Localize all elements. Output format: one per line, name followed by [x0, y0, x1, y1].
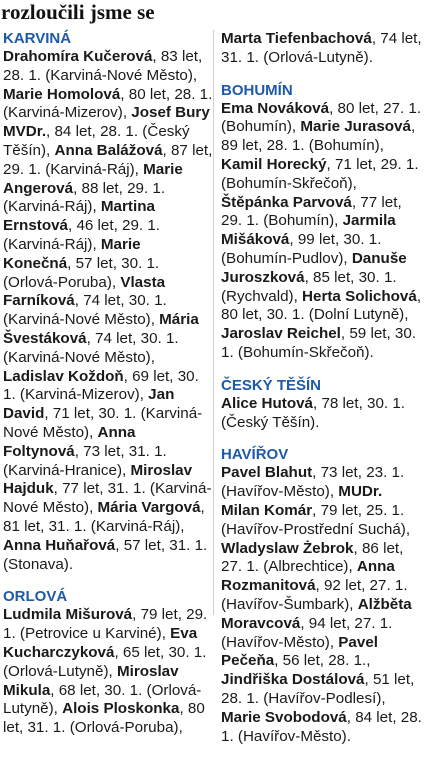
town-section — [3, 588, 213, 738]
obituary-details: , 73 let, 31. 1. (Karviná-Hranice), — [3, 442, 167, 479]
town-section — [221, 82, 424, 363]
obituary-details: , 74 let, 30. 1. (Karviná-Nové Město), — [3, 329, 179, 366]
obituary-details: , 71 let, 29. 1. (Bohumín-Skřečoň), — [221, 155, 419, 192]
section-title: ČESKÝ TĚŠÍN — [221, 376, 322, 394]
deceased-name: Anna Balážová — [54, 141, 163, 159]
deceased-name: Mária Vargová — [97, 499, 201, 517]
obituary-details: , 65 let, 30. 1. (Orlová-Lutyně), — [3, 643, 207, 680]
obituary-list — [3, 48, 213, 574]
town-section — [221, 377, 424, 433]
obituary-details: , 77 let, 31. 1. (Karviná-Nové Město), — [3, 480, 212, 517]
deceased-name: Jindřiška Dostálová — [221, 671, 365, 689]
obituary-details: , 59 let, 30. 1. (Bohumín-Skřečoň). — [221, 325, 417, 361]
deceased-name: Wladyslaw Żebrok — [221, 539, 354, 557]
town-section — [221, 446, 424, 746]
deceased-name: Herta Solichová — [302, 287, 417, 305]
section-title: ORLOVÁ — [3, 588, 68, 606]
deceased-name: Anna Rozmanitová — [221, 558, 395, 595]
section-title: HAVÍŘOV — [221, 446, 289, 464]
obituary-details: , 87 let, 29. 1. (Karviná-Ráj), — [3, 141, 213, 178]
deceased-name: MUDr. Milan Komár — [221, 483, 383, 519]
town-section — [221, 30, 424, 68]
obituary-details: , 68 let, 30. 1. (Orlová-Lutyně), — [3, 681, 202, 718]
obituary-details: , 74 let, 31. 1. (Orlová-Lutyně). — [221, 30, 422, 66]
obituary-details: , 71 let, 30. 1. (Karviná-Nové Město), — [3, 405, 203, 441]
section-title: KARVINÁ — [3, 30, 72, 47]
deceased-name: Ema Nováková — [221, 99, 330, 117]
obituary-details: , 80 let, 31. 1. (Orlová-Poruba), — [3, 700, 205, 737]
deceased-name: Alžběta Moravcová — [221, 595, 412, 632]
deceased-name: Anna Foltynová — [3, 423, 136, 460]
column-divider — [213, 30, 214, 615]
deceased-name: Štěpánka Parvová — [221, 193, 352, 211]
obituary-details: , 57 let, 30. 1. (Orlová-Poruba), — [3, 254, 160, 291]
obituary-details: , 80 let, 27. 1. (Bohumín), — [221, 99, 422, 136]
obituary-details: , 78 let, 30. 1. (Český Těšín). — [221, 394, 406, 431]
deceased-name: Marie Homolová — [3, 85, 121, 103]
obituary-list — [221, 100, 424, 363]
deceased-name: Ladislav Koždoň — [3, 367, 124, 385]
deceased-name: Jan David — [3, 386, 175, 423]
obituary-details: , 89 let, 28. 1. (Bohumín), — [221, 118, 416, 155]
obituary-list — [221, 464, 424, 746]
deceased-name: Alice Hutová — [221, 394, 313, 412]
deceased-name: Martina Ernstová — [3, 198, 155, 235]
obituary-list — [221, 395, 424, 433]
obituary-list — [221, 30, 424, 68]
obituary-details: , 80 let, 28. 1. (Karviná-Mizerov), — [3, 85, 213, 122]
obituary-list — [3, 606, 213, 738]
obituary-details: , 79 let, 25. 1. (Havířov-Prostřední Suchá), — [221, 501, 411, 538]
obituary-details: , 88 let, 29. 1. (Karviná-Ráj), — [3, 179, 166, 216]
deceased-name: Jarmila Mišáková — [221, 212, 396, 249]
obituary-details: , 57 let, 31. 1. (Stonava). — [3, 536, 208, 573]
obituary-details: , 77 let, 29. 1. (Bohumín), — [221, 193, 402, 230]
deceased-name: Josef Bury MVDr. — [3, 104, 210, 141]
deceased-name: Pavel Blahut — [221, 464, 313, 482]
obituary-details: , 79 let, 29. 1. (Petrovice u Karviné), — [3, 606, 208, 643]
deceased-name: Mária Švestáková — [3, 311, 199, 347]
obituary-details: , 94 let, 27. 1. (Havířov-Město), — [221, 614, 393, 651]
deceased-name: Marie Konečná — [3, 235, 141, 272]
obituary-details: , 84 let, 28. 1. (Český Těšín), — [3, 123, 190, 159]
page-title: rozloučili jsme se — [1, 0, 155, 24]
obituary-details: , 69 let, 30. 1. (Karviná-Mizerov), — [3, 367, 199, 404]
section-title: BOHUMÍN — [221, 81, 293, 99]
obituary-details: , 51 let, 28. 1. (Havířov-Podlesí), — [221, 671, 415, 707]
obituary-details: , 73 let, 23. 1. (Havířov-Město), — [221, 464, 405, 501]
town-section — [3, 30, 213, 574]
deceased-name: Alois Ploskonka — [62, 700, 180, 718]
deceased-name: Kamil Horecký — [221, 155, 327, 173]
deceased-name: Miroslav Hajduk — [3, 461, 193, 498]
obituary-details: , 86 let, 27. 1. (Albrechtice), — [221, 539, 404, 576]
obituary-details: , 74 let, 30. 1. (Karviná-Nové Město), — [3, 292, 167, 329]
right-column — [221, 30, 424, 760]
obituary-details: , 46 let, 29. 1. (Karviná-Ráj), — [3, 217, 161, 253]
deceased-name: Drahomíra Kučerová — [3, 48, 153, 65]
obituary-details: , 99 let, 30. 1. (Bohumín-Pudlov), — [221, 231, 382, 267]
obituary-details: , 92 let, 27. 1. (Havířov-Šumbark), — [221, 577, 408, 613]
deceased-name: Marie Angerová — [3, 160, 183, 197]
deceased-name: Miroslav Mikula — [3, 662, 179, 699]
deceased-name: Pavel Pečeňa — [221, 633, 378, 670]
deceased-name: Jaroslav Reichel — [221, 325, 341, 343]
obituary-details: , 56 let, 28. 1., — [274, 652, 371, 670]
deceased-name: Vlasta Farníková — [3, 273, 166, 310]
deceased-name: Ludmila Mišurová — [3, 606, 133, 624]
deceased-name: Marta Tiefenbachová — [221, 30, 372, 47]
deceased-name: Marie Jurasová — [300, 118, 411, 136]
left-column — [3, 30, 213, 752]
obituary-details: , 83 let, 28. 1. (Karviná-Nové Město), — [3, 48, 203, 84]
deceased-name: Marie Svobodová — [221, 708, 347, 726]
deceased-name: Eva Kucharczyková — [3, 625, 198, 661]
obituary-details: , 80 let, 30. 1. (Dolní Lutyně), — [221, 287, 422, 324]
deceased-name: Anna Huňařová — [3, 536, 116, 554]
obituary-details: , 81 let, 31. 1. (Karviná-Ráj), — [3, 499, 205, 535]
obituary-details: , 85 let, 30. 1. (Rychvald), — [221, 268, 397, 305]
obituary-details: , 84 let, 28. 1. (Havířov-Město). — [221, 708, 422, 745]
deceased-name: Danuše Juroszková — [221, 249, 407, 286]
